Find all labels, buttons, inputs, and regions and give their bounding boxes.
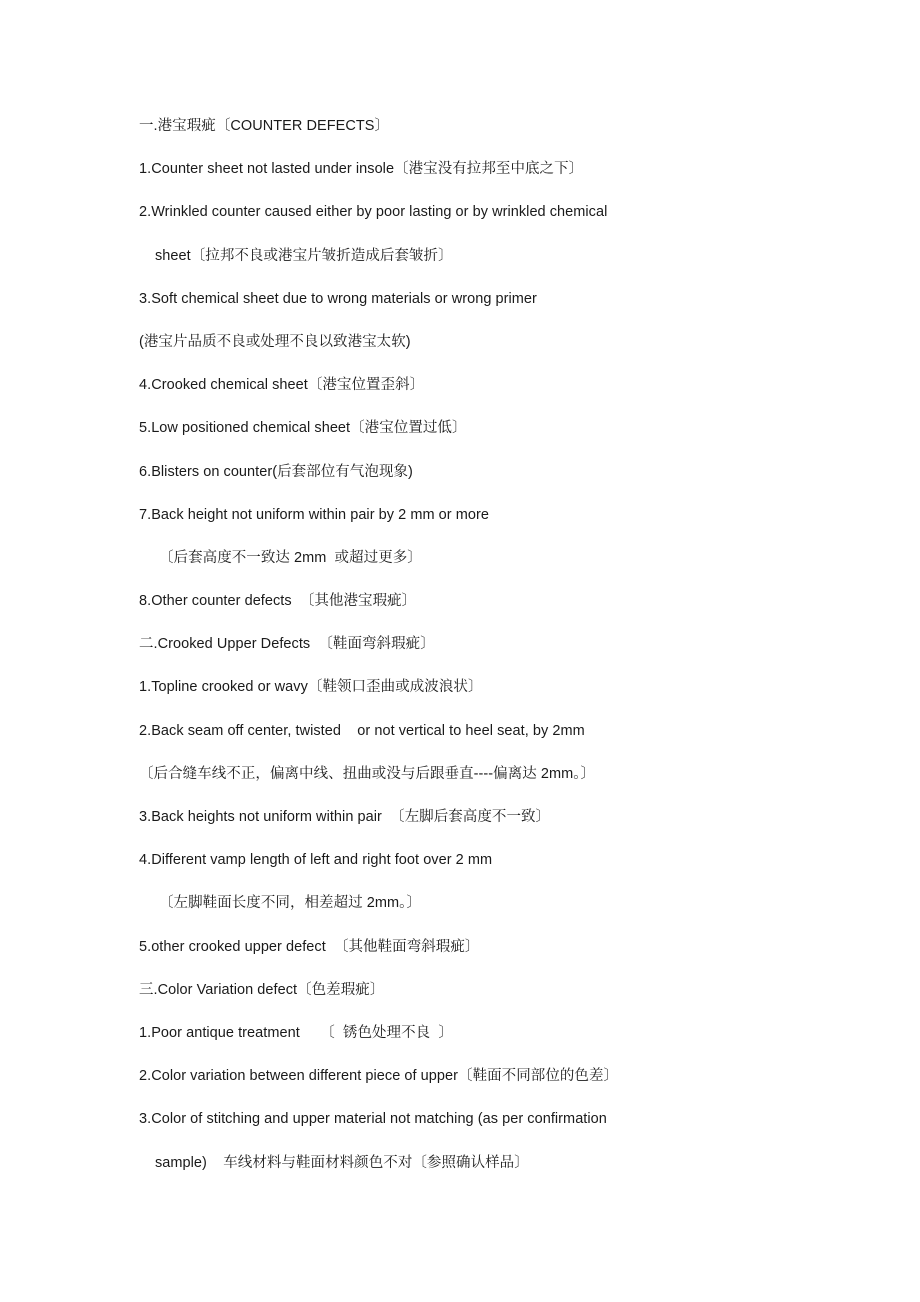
list-item: 3.Back heights not uniform within pair 〔左脚后套高度不一致〕 xyxy=(139,809,551,825)
list-item-continuation: sheet〔拉邦不良或港宝片皱折造成后套皱折〕 xyxy=(155,247,453,264)
list-item: 8.Other counter defects 〔其他港宝瑕疵〕 xyxy=(139,593,417,610)
list-item: 2.Wrinkled counter caused either by poor lasting or by wrinkled chemical xyxy=(139,204,608,221)
section-heading-counter-defects: 一.港宝瑕疵〔COUNTER DEFECTS〕 xyxy=(139,118,390,134)
list-item: 2.Color variation between different piece of upper〔鞋面不同部位的色差〕 xyxy=(139,1068,619,1085)
document-body xyxy=(139,114,859,1194)
list-item-continuation: 〔左脚鞋面长度不同，相差超过 2mm。〕 xyxy=(159,895,421,912)
list-item-continuation: (港宝片品质不良或处理不良以致港宝太软) xyxy=(139,333,411,350)
list-item: 3.Soft chemical sheet due to wrong materials or wrong primer xyxy=(139,290,537,307)
list-item: 2.Back seam off center, twisted or not vertical to heel seat, by 2mm xyxy=(139,722,585,739)
list-item: 5.other crooked upper defect 〔其他鞋面弯斜瑕疵〕 xyxy=(139,938,480,955)
list-item: 1.Topline crooked or wavy〔鞋领口歪曲或成波浪状〕 xyxy=(139,679,483,696)
list-item-continuation: 〔后套高度不一致达 2mm 或超过更多〕 xyxy=(159,549,422,566)
section-heading-crooked-upper: 二.Crooked Upper Defects 〔鞋面弯斜瑕疵〕 xyxy=(139,636,435,653)
list-item: 1.Counter sheet not lasted under insole〔港宝没有拉邦至中底之下〕 xyxy=(139,161,584,178)
list-item-continuation: sample) 车线材料与鞋面材料颜色不对〔参照确认样品〕 xyxy=(155,1154,529,1171)
list-item: 1.Poor antique treatment 〔 锈色处理不良 〕 xyxy=(139,1024,453,1041)
list-item: 5.Low positioned chemical sheet〔港宝位置过低〕 xyxy=(139,420,467,437)
list-item: 7.Back height not uniform within pair by 2 mm or more xyxy=(139,506,489,523)
section-heading-color-variation: 三.Color Variation defect〔色差瑕疵〕 xyxy=(139,981,385,998)
list-item: 4.Crooked chemical sheet〔港宝位置歪斜〕 xyxy=(139,377,425,394)
list-item: 6.Blisters on counter(后套部位有气泡现象) xyxy=(139,463,413,480)
list-item: 3.Color of stitching and upper material not matching (as per confirmation xyxy=(139,1111,607,1128)
list-item: 4.Different vamp length of left and right foot over 2 mm xyxy=(139,852,493,869)
list-item-continuation: 〔后合缝车线不正，偏离中线、扭曲或没与后跟垂直----偏离达 2mm。〕 xyxy=(139,765,596,782)
